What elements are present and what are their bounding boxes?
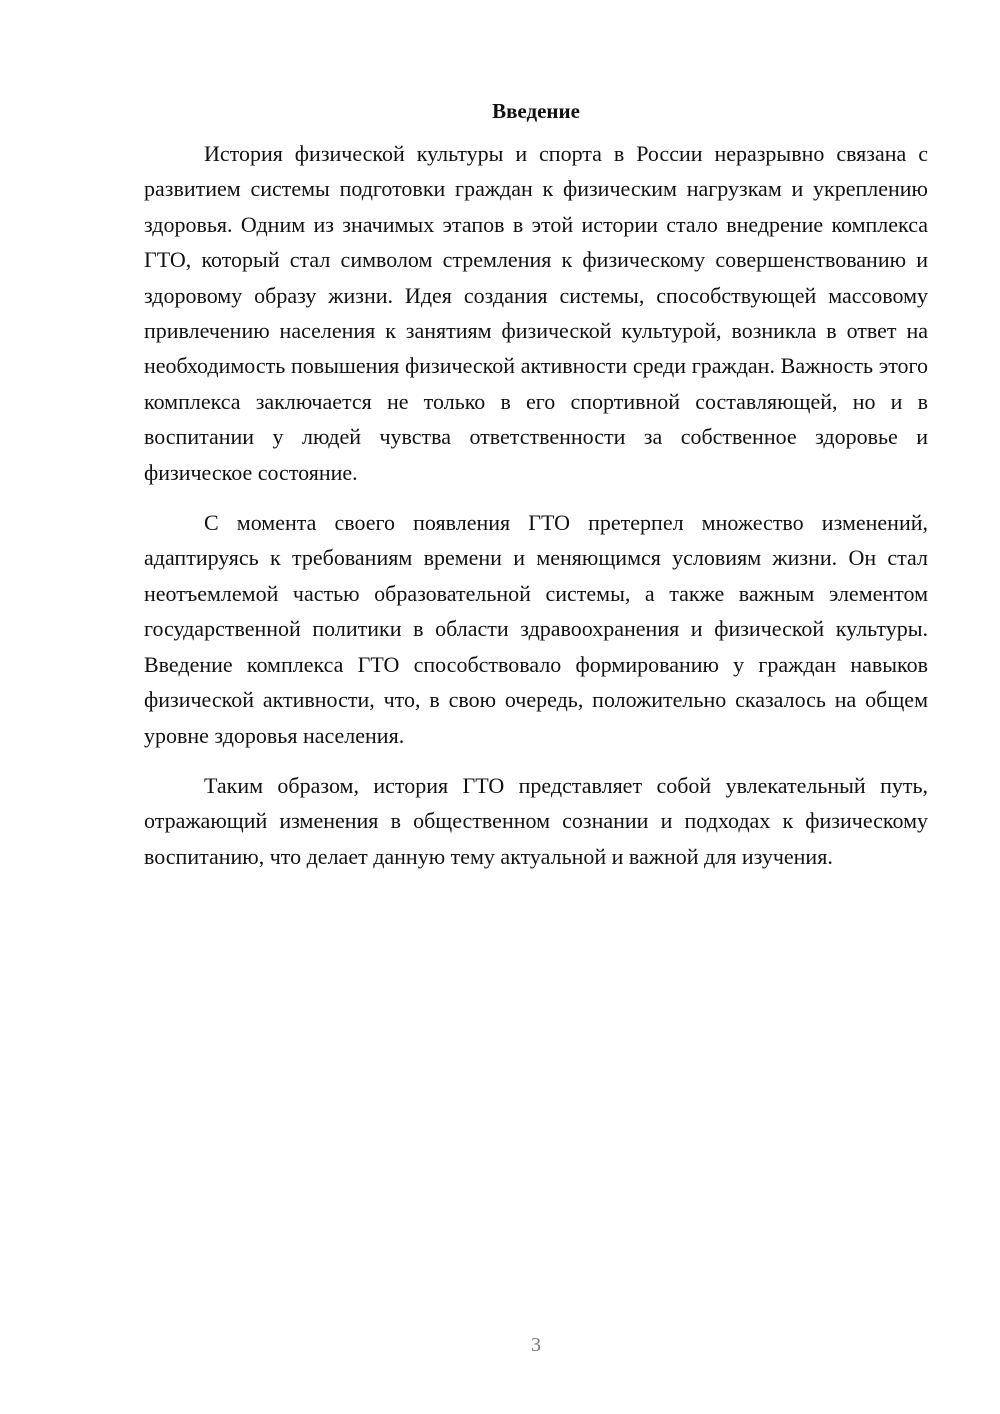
paragraph-2: С момента своего появления ГТО претерпел множество изменений, адаптируясь к требованиям времени и меняющимся условиям жизни. Он стал неотъемлемой частью образовательной системы, а также важным элементом государственной политики в области здравоохранения и физической культуры. Введение комплекса ГТО способствовало формированию у граждан навыков физической активности, что, в свою очередь, положительно сказалось на общем уровне здоровья населения. xyxy=(144,510,928,748)
paragraph-1: История физической культуры и спорта в России неразрывно связана с развитием системы подготовки граждан к физическим нагрузкам и укреплению здоровья. Одним из значимых этапов в этой истории стало внедрение комплекса ГТО, который стал символом стремления к физическому совершенствованию и здоровому образу жизни. Идея создания системы, способствующей массовому привлечению населения к занятиям физической культурой, возникла в ответ на необходимость повышения физической активности среди граждан. Важность этого комплекса заключается не только в его спортивной составляющей, но и в воспитании у людей чувства ответственности за собственное здоровье и физическое состояние. xyxy=(144,141,928,485)
paragraph-3: Таким образом, история ГТО представляет собой увлекательный путь, отражающий изменения в общественном сознании и подходах к физическому воспитанию, что делает данную тему актуальной и важной для изучения. xyxy=(144,772,928,869)
page-number: 3 xyxy=(531,1334,541,1356)
section-heading: Введение xyxy=(492,99,580,123)
page-content xyxy=(144,96,928,889)
